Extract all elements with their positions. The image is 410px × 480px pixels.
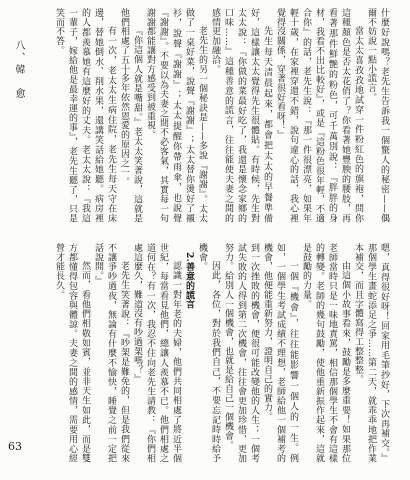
paragraph: 由這個小故事看來，鼓勵是多麼重要！如果那位老師當時只是一味地責罵，相信那個學生不會有這樣的轉變。老師的幾句鼓勵，使他重新振作起來，這就是鼓勵的力量。 xyxy=(301,243,350,463)
paragraph: 什麼好說嗎？老先生告訴我一個驚人的秘密——偶爾不妨說一點小謊言。 xyxy=(366,8,389,223)
paragraph: 當太太喜孜孜地試穿一件粉紅色的旗袍，問你這種顏色是否太花俏了？你看著她豐腴的腰肢，再看著那件鮮艷的粉色，可千萬別說：『胖胖的身材，我看不出比較好』，或是『這粉色很年輕，不適合你』的話，老先生說：『那一件很漂亮，如果年輕十歲，在家裡穿還不錯，說句違心的話，我心裡覺得沒關係，穿著很好看呀！』 xyxy=(275,8,363,223)
paragraph: 老先生笑著說：『吵架是難免的，但是我們從來不讓爭吵過夜，無論有什麼不愉快，睡覺之前一定把話說開。』 xyxy=(93,243,129,463)
text-column-top xyxy=(30,8,390,223)
page-number: 63 xyxy=(8,440,22,453)
paragraph: 嗯，真得很好呀！回家用毛筆抄好，下次再補交。』那個學生畫蛇添足之爭……第二天，就乖乖地把作業本補交，而且字體寫得工整整整。 xyxy=(353,243,389,463)
paragraph: 有一次，老太太生病住院，老先生每天守在床邊，替她倒水、削水果，還講笑話給她聽。病房裡的人都羨慕她有這麼好的丈夫。老太太說：『我這一輩子，嫁給他是最幸運的事』，老先生聽了，只是笑而不答。 xyxy=(54,8,116,223)
paragraph: 然而，看他們相敬如賓，並非天生如此，而是雙方都懂得包容與體諒。夫妻之間的感情，需要用心經營才能長久。 xyxy=(54,243,90,463)
section-heading: 2.善意的謊言 xyxy=(184,252,194,310)
paragraph: 到一次挫敗的機會，便很可能改變他的人生；一個考試失敗的人得到第二次機會，往往會更加珍惜，更加努力。給別人一個機會，也就是給自己一個機會。 xyxy=(223,243,259,463)
running-header: 八、韓 愈 xyxy=(13,40,24,100)
paragraph: 老先生的另一個秘訣是——多說『謝謝』。太太做了一桌好菜，說聲『謝謝』；太太替你燙好了襯衫，說聲『謝謝』；太太提醒你帶雨傘，也說聲『謝謝』。不要以為夫妻之間不必客氣，其實每一句謝謝都能讓對方感受到被重視。 xyxy=(145,8,207,223)
text-column-bottom xyxy=(30,243,390,463)
paragraph: 『你這個人就是嘴甜。』老太太笑著說，這就是他們相處了五十多年依然恩愛的原因之一。 xyxy=(119,8,142,223)
paragraph: 先生每天清晨起來，都會把太太的早餐準備好，這樣讓太太覺得先生很體貼。有時候，先生對太太說：『你做的菜最好吃了，我還是懷念家鄉的口味……』這種善意的謊言，往往能使夫妻之間的感情更加融洽。 xyxy=(210,8,272,223)
paragraph: 因此，各位，對於我們自己，不要忘記時時給予機會。 xyxy=(197,243,220,463)
paragraph: 一個『機會』，往往能影響一個人的一生。例如，一個學生考試成績不理想，老師給他一個補考的機會，他便能重新努力，證明自己的實力。 xyxy=(262,243,298,463)
paragraph: 認識一對年老的夫婦，他們共同相處了將近半個世紀，每當看見他們，總讓人羨慕不已。他們相處之道何在？有一次，我忍不住向老先生請教：『你們相處這麼久，難道沒有吵過架嗎？』 xyxy=(132,243,181,463)
